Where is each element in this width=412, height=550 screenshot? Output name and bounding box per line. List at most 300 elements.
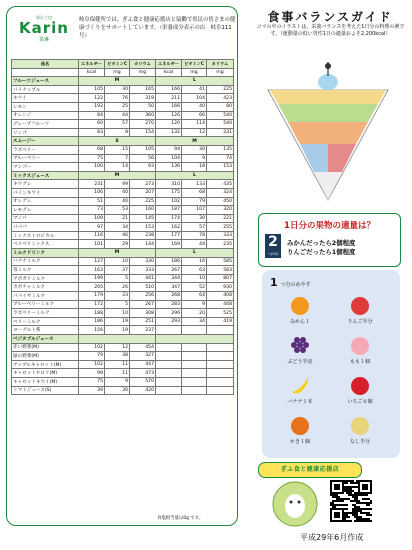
nutrient-value: 135 (207, 145, 234, 154)
section-size: S (79, 137, 156, 146)
section-size: M (156, 137, 234, 146)
nutrient-value: 104 (182, 94, 207, 103)
table-unit-cell: kcal (79, 68, 105, 77)
nutrient-value: 448 (207, 300, 234, 309)
product-name: 苺ミルク (12, 266, 79, 275)
table-row (12, 352, 234, 361)
nutrient-value: 84 (79, 111, 105, 120)
fruit-label: もも１個 (349, 359, 370, 365)
nutrient-value: 46 (105, 231, 130, 240)
nutrient-value: 106 (79, 188, 105, 197)
nutrient-value: 166 (156, 85, 182, 94)
fruit-item (280, 374, 320, 405)
nutrient-value: 450 (207, 197, 234, 206)
nutrient-value (182, 343, 207, 352)
nutrient-value: 344 (156, 274, 182, 283)
nutrient-value: 330 (130, 257, 156, 266)
nutrient-value: 540 (207, 111, 234, 120)
logo-main: Karin (19, 19, 69, 37)
nutrient-value: 18 (182, 163, 207, 172)
product-name: アップルキャロット(M) (12, 360, 79, 369)
nutrient-value: 19 (105, 326, 130, 335)
nutrient-value: 12 (105, 343, 130, 352)
fruit-item (340, 414, 380, 445)
karin-logo (15, 15, 73, 43)
nutrient-value: 21 (105, 214, 130, 223)
table-row (12, 223, 234, 232)
product-name: キウグレ (12, 180, 79, 189)
nutrient-value: 251 (130, 317, 156, 326)
nutrient-value: 333 (207, 231, 234, 240)
nutrient-value: 166 (156, 102, 182, 111)
nutrient-value: 99 (79, 369, 105, 378)
nutrient-value (207, 326, 234, 335)
nutrient-value: 66 (182, 111, 207, 120)
fruit-amount-title: 1日分の果物の適量は？ (284, 221, 375, 231)
nutrient-value: 75 (79, 154, 105, 163)
nutrient-value: 30 (105, 85, 130, 94)
table-header-cell: ビタミンC (105, 60, 130, 69)
nutrient-value: 419 (207, 317, 234, 326)
table-unit-cell: mg (207, 68, 234, 77)
nutrient-value (182, 360, 207, 369)
nutrient-value (207, 360, 234, 369)
nutrient-value: 179 (79, 292, 105, 301)
product-name: 緑の野菜(M) (12, 352, 79, 361)
nutrient-value: 188 (79, 309, 105, 318)
table-row (12, 317, 234, 326)
nutrient-value: 423 (207, 94, 234, 103)
table-header-cell: カリウム (207, 60, 234, 69)
nutrition-panel (6, 6, 238, 526)
nutrient-value: 40 (105, 197, 130, 206)
fruit-item (280, 334, 320, 365)
fruit-label: みかん１ (289, 319, 310, 325)
nutrient-value: 94 (156, 145, 182, 154)
table-unit-cell (12, 68, 79, 77)
fruit-amount-box (258, 213, 401, 267)
nutrient-value: 102 (156, 197, 182, 206)
nutrient-value: 39 (79, 386, 105, 395)
nutrient-value (182, 386, 207, 395)
nutrient-value: 33 (105, 292, 130, 301)
product-name: グレープフルーツ (12, 120, 79, 129)
table-row (12, 85, 234, 94)
product-name: ベリベリミックス (12, 240, 79, 249)
table-section-row (12, 171, 234, 180)
nutrient-value: 74 (207, 154, 234, 163)
nutrient-value: 109 (79, 214, 105, 223)
nutrient-value: 177 (156, 231, 182, 240)
nutrient-value: 5 (105, 274, 130, 283)
table-row (12, 343, 234, 352)
nutrient-value: 172 (79, 300, 105, 309)
nutrient-value: 235 (207, 240, 234, 249)
nutrient-value: 30 (182, 214, 207, 223)
fruit-item (280, 414, 320, 445)
strawberry-icon (349, 374, 371, 396)
product-name: パインキウイ (12, 188, 79, 197)
nutrient-value: 25 (105, 102, 130, 111)
table-row (12, 240, 234, 249)
section-size (79, 335, 156, 344)
nutrient-value: 225 (207, 85, 234, 94)
nutrient-value: 408 (207, 292, 234, 301)
nutrient-value: 99 (105, 180, 130, 189)
nutrient-value: 165 (130, 85, 156, 94)
nutrient-value: 11 (105, 369, 130, 378)
nutrient-value: 420 (130, 386, 156, 395)
nutrient-value: 105 (130, 145, 156, 154)
product-name: パパパ (12, 223, 79, 232)
product-name: マンパ (12, 214, 79, 223)
nutrient-value: 319 (130, 94, 156, 103)
table-header-cell: エネルギー (79, 60, 105, 69)
nutrient-value: 160 (130, 206, 156, 215)
table-row (12, 214, 234, 223)
nutrient-value (182, 352, 207, 361)
fruit-item (340, 334, 380, 365)
nutrient-value: 237 (130, 326, 156, 335)
nutrient-value: 12 (182, 128, 207, 137)
nutrient-value: 360 (130, 111, 156, 120)
nutrient-value (207, 377, 234, 386)
nutrient-value: 267 (156, 266, 182, 275)
table-row (12, 369, 234, 378)
nutrient-value: 347 (156, 283, 182, 292)
table-row (12, 274, 234, 283)
nutrient-value: 68 (79, 145, 105, 154)
nutrient-value: 320 (207, 206, 234, 215)
nutrient-value: 7 (105, 154, 130, 163)
nutrient-value: 15 (105, 145, 130, 154)
nutrient-value: 231 (207, 128, 234, 137)
nutrient-value: 10 (105, 257, 130, 266)
nutrient-value: 53 (105, 206, 130, 215)
section-name: ミックスジュース (12, 171, 79, 180)
table-row (12, 360, 234, 369)
nutrient-value: 333 (130, 266, 156, 275)
section-size: L (156, 77, 234, 86)
table-row (12, 266, 234, 275)
nutrient-value: 153 (207, 163, 234, 172)
product-name: リンゴ (12, 128, 79, 137)
nutrient-value: 154 (130, 128, 156, 137)
product-name: ブルーベリー (12, 154, 79, 163)
fruit-item (280, 294, 320, 325)
table-row (12, 292, 234, 301)
creation-date: 平成29年6月作成 (300, 533, 364, 542)
nutrient-value: 186 (79, 317, 105, 326)
nutrient-value: 447 (130, 360, 156, 369)
nutrient-value: 126 (156, 111, 182, 120)
section-size (156, 335, 234, 344)
guide-title: 食事バランスガイド (267, 10, 393, 24)
section-size: M (79, 77, 156, 86)
product-name: キャロットセロリ(M) (12, 369, 79, 378)
table-row (12, 120, 234, 129)
table-row (12, 180, 234, 189)
gifu-banner: ぎふ食と健康応援店 (258, 462, 362, 478)
table-row (12, 257, 234, 266)
nutrient-value: 68 (182, 188, 207, 197)
nutrient-value: 34 (105, 223, 130, 232)
nutrient-value: 310 (156, 180, 182, 189)
product-name: キャロットキウイ(M) (12, 377, 79, 386)
product-name: パイナップル (12, 85, 79, 94)
nutrient-value: 14 (105, 163, 130, 172)
fruit-item (340, 374, 380, 405)
sv-unit: つ(SV) (267, 252, 279, 256)
table-row (12, 309, 234, 318)
nutrient-value: 10 (105, 309, 130, 318)
nutrient-value: 26 (105, 283, 130, 292)
nutrient-value: 169 (156, 240, 182, 249)
nutrient-value: 156 (79, 326, 105, 335)
nutrient-value: 510 (130, 283, 156, 292)
nutrient-value: 324 (207, 188, 234, 197)
nutrient-value: 162 (156, 223, 182, 232)
product-name: オレンジ (12, 111, 79, 120)
nutrient-value: 174 (156, 214, 182, 223)
apple-line: りんごだったら1個程度 (287, 248, 356, 256)
table-row (12, 300, 234, 309)
table-header-cell: ビタミンC (182, 60, 207, 69)
nutrient-value: 76 (105, 94, 130, 103)
nutrient-value: 293 (156, 317, 182, 326)
pear-half-icon (349, 414, 371, 436)
table-header-cell: 品名 (12, 60, 79, 69)
nutrient-value: 221 (207, 214, 234, 223)
grape-icon (289, 334, 311, 356)
nutrient-value: 267 (130, 300, 156, 309)
table-unit-cell: mg (130, 68, 156, 77)
section-name: ミルクドリンク (12, 249, 79, 258)
table-section-row (12, 137, 234, 146)
section-size: M (79, 249, 156, 258)
product-name: ヨーグルト系 (12, 326, 79, 335)
nutrient-value: 540 (207, 120, 234, 129)
nutrient-value: 930 (207, 283, 234, 292)
table-section-row (12, 249, 234, 258)
product-name: ラズベリー (12, 145, 79, 154)
table-row (12, 197, 234, 206)
nutrient-value: 40 (182, 102, 207, 111)
nutrient-value (182, 326, 207, 335)
table-row (12, 111, 234, 120)
nutrient-value: 225 (130, 197, 156, 206)
section-name: ベジタブルジュース (12, 335, 79, 344)
nutrient-value: 308 (130, 309, 156, 318)
nutrient-value (156, 369, 182, 378)
table-unit-cell: mg (105, 68, 130, 77)
nutrient-value: 473 (130, 369, 156, 378)
table-row (12, 206, 234, 215)
nutrient-value: 454 (130, 343, 156, 352)
product-name: ベリーミルク (12, 317, 79, 326)
nutrient-value: 10 (182, 274, 207, 283)
nutrient-value: 120 (156, 120, 182, 129)
nutrient-value: 93 (130, 163, 156, 172)
nutrient-value: 38 (105, 352, 130, 361)
nutrient-value (207, 352, 234, 361)
nutrient-value: 100 (79, 163, 105, 172)
persimmon-icon (289, 414, 311, 436)
nutrient-value: 16 (182, 257, 207, 266)
nutrient-value: 583 (207, 266, 234, 275)
nutrient-value: 8 (105, 128, 130, 137)
salt-note: 食塩相当量は0g です。 (157, 516, 204, 521)
nutrient-value: 187 (156, 206, 182, 215)
table-unit-cell: mg (182, 68, 207, 77)
table-section-row (12, 335, 234, 344)
nutrient-value: 270 (130, 120, 156, 129)
table-row (12, 128, 234, 137)
nutrient-value (156, 360, 182, 369)
nutrient-value: 104 (156, 154, 182, 163)
nutrient-value: 56 (130, 154, 156, 163)
nutrient-value: 44 (105, 111, 130, 120)
nutrient-value: 44 (182, 240, 207, 249)
nutrient-value: 273 (130, 180, 156, 189)
nutrient-value: 11 (105, 360, 130, 369)
guide-description: コマの中のイラストは、栄養バランスを考えた1日分の料理の例です。（運動量の低い男性1日の適量およそ2,200kcal） (256, 24, 405, 37)
fruit-item (340, 294, 380, 325)
table-header-cell: カリウム (130, 60, 156, 69)
peach-icon (349, 334, 371, 356)
nutrient-value: 133 (182, 180, 207, 189)
nutrient-value: 37 (105, 266, 130, 275)
nutrient-value: 64 (182, 292, 207, 301)
table-row (12, 283, 234, 292)
table-row (12, 102, 234, 111)
nutrient-value: 63 (182, 266, 207, 275)
product-name: マンゴー (12, 163, 79, 172)
nutrient-value: 30 (182, 145, 207, 154)
nutrient-value: 145 (130, 214, 156, 223)
nutrient-value: 238 (130, 231, 156, 240)
product-name: ミックストロピカル (12, 231, 79, 240)
nutrient-value: 41 (182, 85, 207, 94)
product-name: アボガドミルク (12, 274, 79, 283)
nutrient-value: 19 (105, 317, 130, 326)
banana-icon (289, 374, 311, 396)
fruit-label: りんご半分 (347, 319, 373, 325)
table-row (12, 386, 234, 395)
nutrient-value: 132 (156, 128, 182, 137)
nutrient-value: 102 (79, 360, 105, 369)
product-name: パパイヤミルク (12, 292, 79, 301)
nutrient-value: 9 (182, 154, 207, 163)
nutrient-value: 116 (79, 231, 105, 240)
nutrient-value: 79 (79, 352, 105, 361)
nutrient-value: 60 (79, 120, 105, 129)
nutrient-value (156, 352, 182, 361)
table-row (12, 145, 234, 154)
table-row (12, 154, 234, 163)
nutrient-value: 163 (79, 266, 105, 275)
product-name: オレグレ (12, 197, 79, 206)
nutrient-value: 52 (182, 283, 207, 292)
nutrient-value: 114 (182, 120, 207, 129)
nutrient-value: 57 (105, 120, 130, 129)
table-row (12, 188, 234, 197)
table-row (12, 94, 234, 103)
apple-half-icon (349, 294, 371, 316)
nutrient-value: 207 (130, 188, 156, 197)
nutrient-value: 79 (182, 197, 207, 206)
nutrient-value: 97 (79, 223, 105, 232)
nutrient-value: 127 (79, 257, 105, 266)
nutrient-value: 101 (79, 240, 105, 249)
product-name: レモン (12, 102, 79, 111)
table-row (12, 326, 234, 335)
section-name: スムージー (12, 137, 79, 146)
nutrient-value: 73 (79, 206, 105, 215)
nutrient-value (156, 343, 182, 352)
nutrient-value: 40 (105, 188, 130, 197)
nutrient-value (207, 343, 234, 352)
table-header-cell: エネルギー (156, 60, 182, 69)
table-section-row (12, 77, 234, 86)
nutrient-value: 20 (182, 309, 207, 318)
nutrient-value: 78 (182, 231, 207, 240)
nutrient-value: 153 (130, 223, 156, 232)
nutrient-value: 83 (79, 128, 105, 137)
spinning-top-guide-icon (258, 60, 398, 210)
nutrient-value: 256 (130, 292, 156, 301)
nutrient-value: 30 (105, 386, 130, 395)
fruit-label: ぶどう半房 (287, 359, 313, 365)
nutrient-value: 107 (182, 206, 207, 215)
product-name: バナナミルク (12, 257, 79, 266)
table-row (12, 163, 234, 172)
intro-text: 岐阜保健所では、ぎふ食と健康応援店と協働で県民の皆さまの健康づくりをサポートしています。（栄養成分表示の店 岐阜111号） (79, 17, 236, 39)
nutrient-value (156, 386, 182, 395)
fruit-label: いちご６個 (347, 399, 373, 405)
nutrient-value: 327 (130, 352, 156, 361)
nutrient-value: 122 (79, 94, 105, 103)
nutrient-value: 57 (182, 223, 207, 232)
product-name: 赤い野菜(M) (12, 343, 79, 352)
sv-number: 2 (268, 234, 278, 250)
nutrient-value: 199 (79, 274, 105, 283)
product-name: ラズベリーミルク (12, 309, 79, 318)
nutrient-value: 5 (105, 300, 130, 309)
section-name: フルーツジュース (12, 77, 79, 86)
nutrient-value: 205 (79, 283, 105, 292)
mandarin-icon (289, 294, 311, 316)
table-row (12, 377, 234, 386)
table-row (12, 231, 234, 240)
nutrient-value: 144 (130, 240, 156, 249)
qr-code-icon[interactable] (330, 480, 372, 522)
nutrient-value: 255 (207, 223, 234, 232)
nutrient-value (207, 386, 234, 395)
sv-badge (265, 234, 281, 258)
logo-jp: 果琳 (38, 37, 49, 43)
table-unit-cell: kcal (156, 68, 182, 77)
mandarin-line: みかんだったら2個程度 (287, 239, 356, 247)
nutrient-value: 283 (156, 300, 182, 309)
serving-heading: 1 つ分のめやす (270, 276, 311, 289)
nutrient-value: 296 (156, 309, 182, 318)
product-name: カボチャミルク (12, 283, 79, 292)
product-name: レモグレ (12, 206, 79, 215)
section-size: L (156, 171, 234, 180)
nutrient-value: 175 (156, 188, 182, 197)
nutrient-value: 192 (79, 102, 105, 111)
